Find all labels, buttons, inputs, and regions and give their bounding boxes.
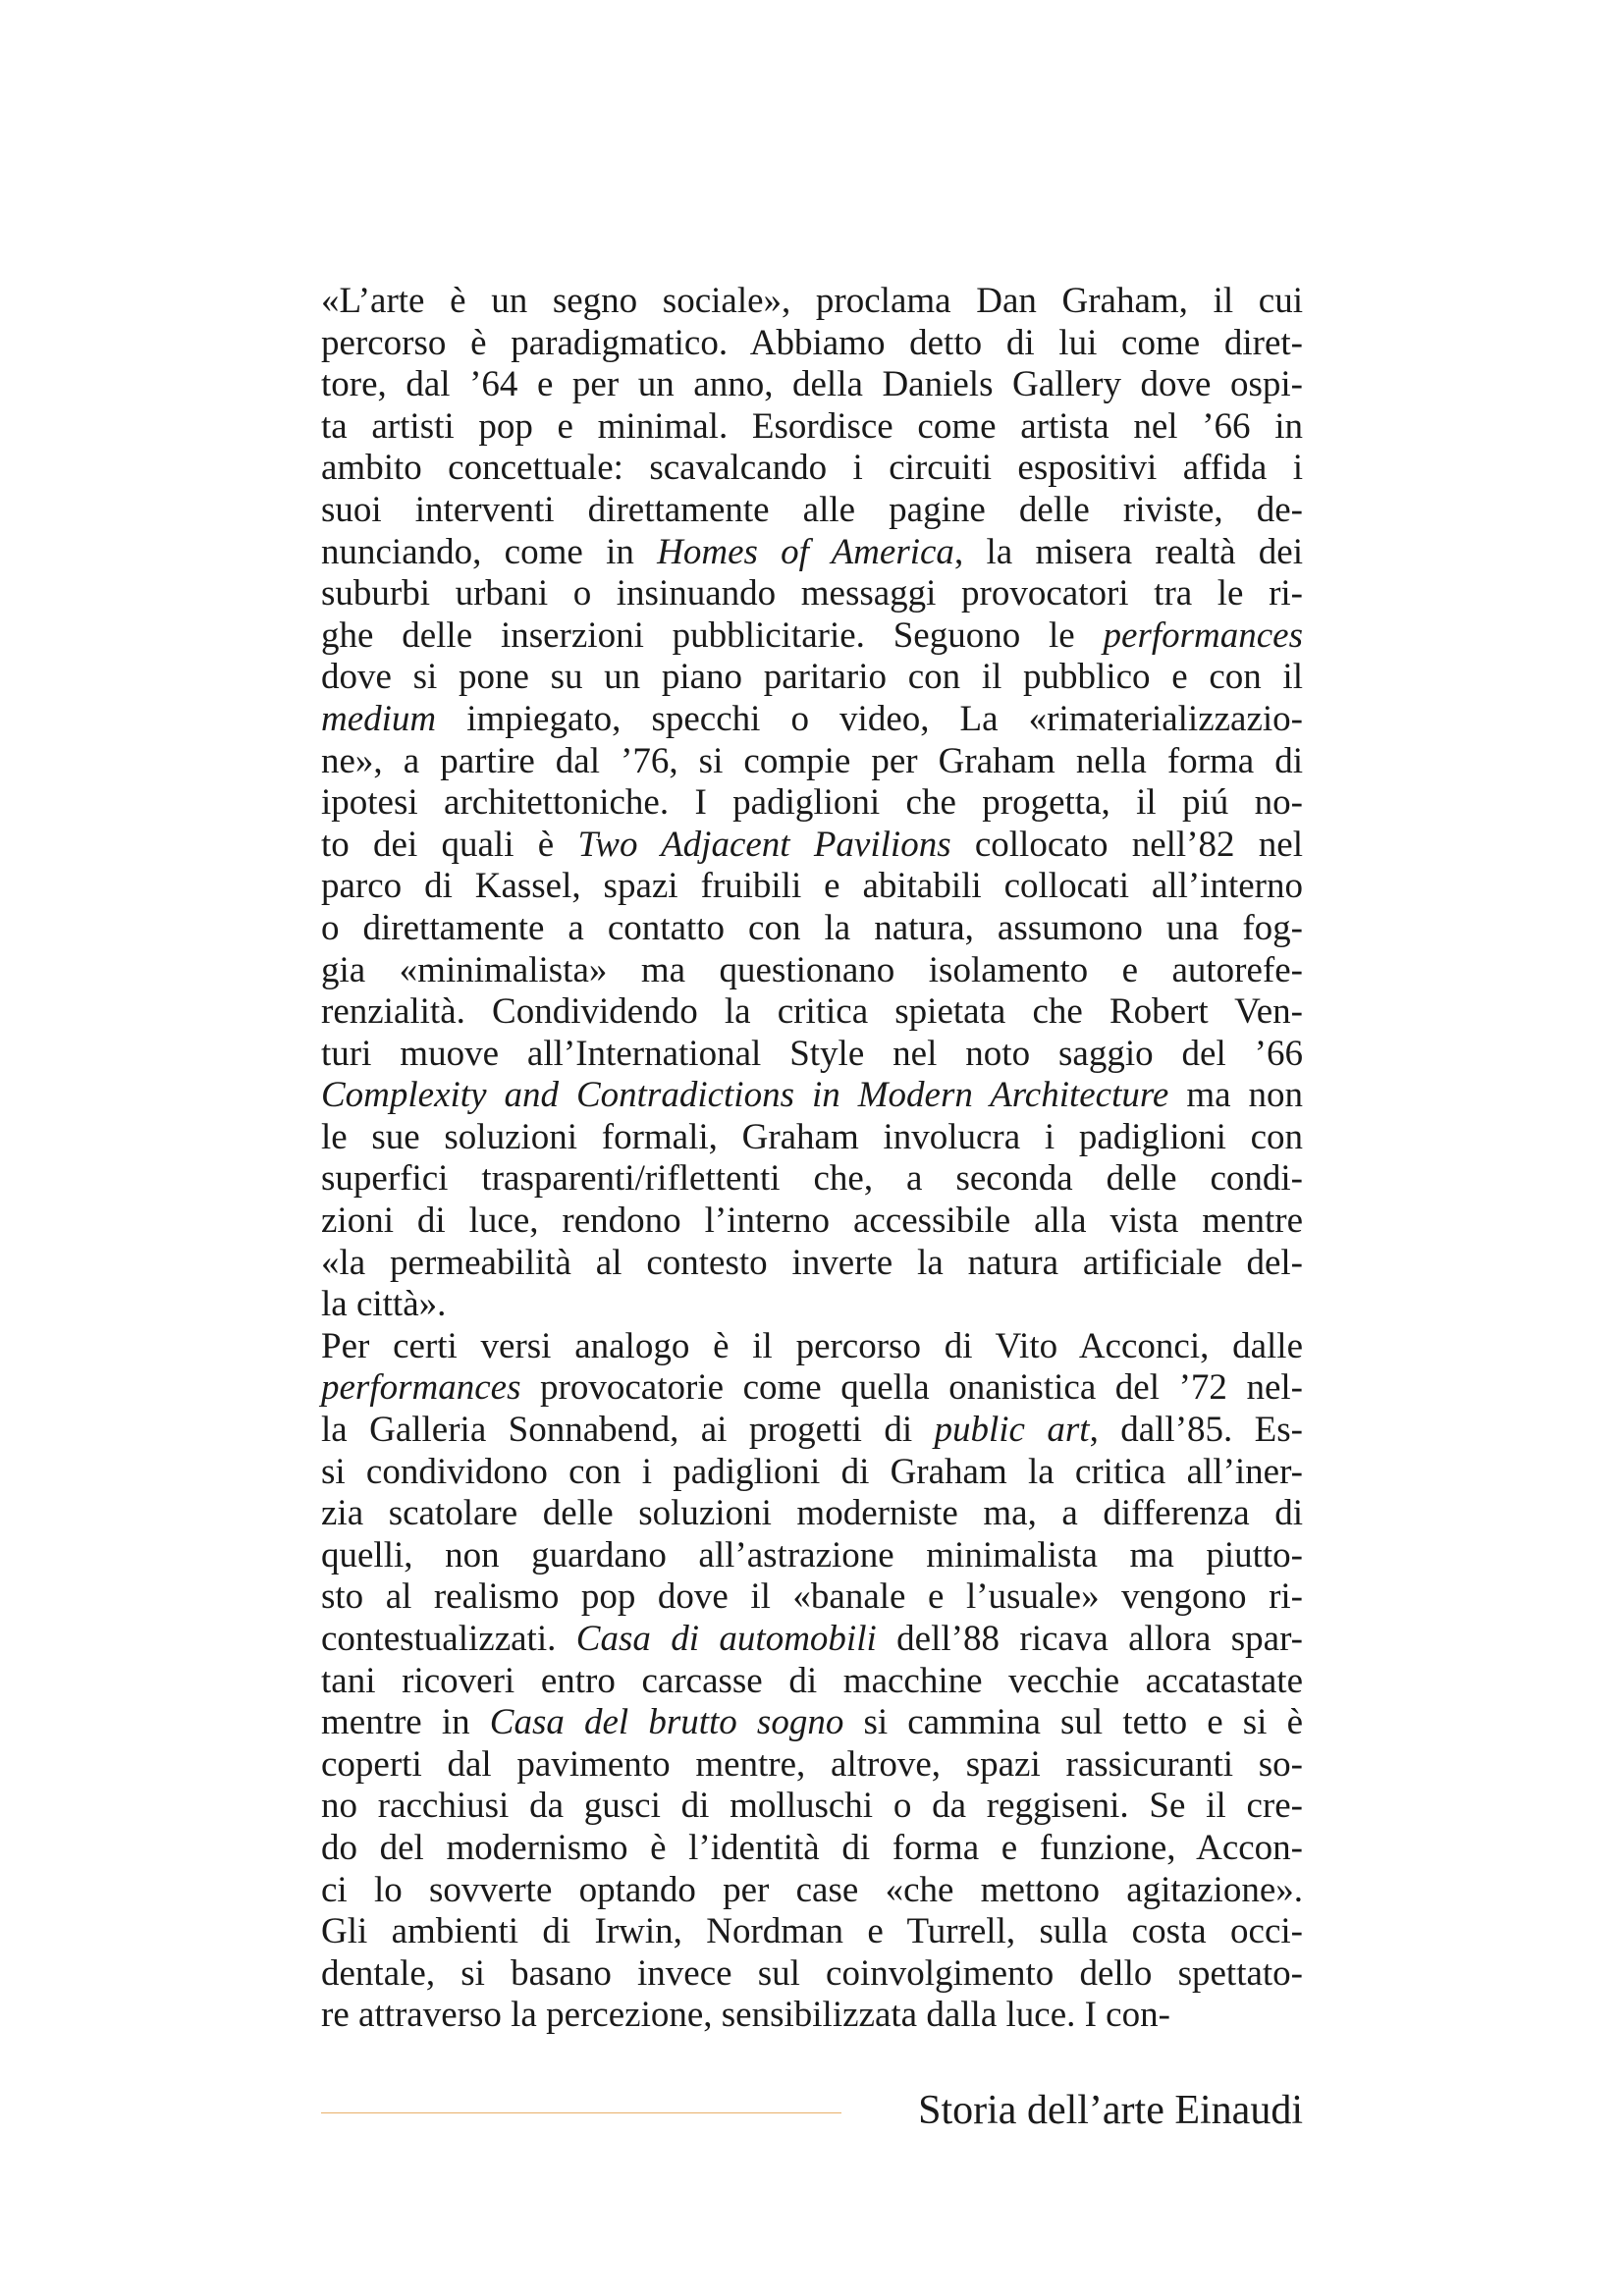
text-run: tore, dal ’64 e per un anno, della Daniels Gallery dove ospi-: [321, 364, 1303, 405]
text-line: [321, 1744, 1303, 1787]
text-line: [321, 615, 1303, 658]
text-line: [321, 1326, 1303, 1368]
text-run: Gli ambienti di Irwin, Nordman e Turrell, sulla costa occi-: [321, 1911, 1303, 1952]
text-run: parco di Kassel, spazi fruibili e abitabili collocati all’interno: [321, 866, 1303, 907]
text-run: superfici trasparenti/riflettenti che, a seconda delle condi-: [321, 1158, 1303, 1200]
text-run: ne», a partire dal ’76, si compie per Graham nella forma di: [321, 740, 1303, 781]
text-run: suburbi urbani o insinuando messaggi provocatori tra le ri-: [321, 573, 1303, 614]
text-line: [321, 323, 1303, 365]
text-run: renzialità. Condividendo la critica spietata che Robert Ven-: [321, 991, 1303, 1033]
text-line: [321, 1284, 1303, 1326]
text-run: do del modernismo è l’identità di forma e funzione, Accon-: [321, 1827, 1303, 1868]
text-run: no racchiusi da gusci di molluschi o da reggiseni. Se il cre-: [321, 1786, 1303, 1827]
text-run: si cammina sul tetto e si è: [843, 1702, 1304, 1743]
text-run: impiegato, specchi o video, La «rimaterializzazio-: [436, 698, 1303, 739]
text-line: [321, 448, 1303, 490]
text-line: [321, 1493, 1303, 1535]
text-run: ci lo sovverte optando per case «che mettono agitazione».: [321, 1869, 1303, 1910]
text-run: la città».: [321, 1284, 447, 1325]
text-line: [321, 1576, 1303, 1619]
text-line: [321, 991, 1303, 1034]
text-line: [321, 1034, 1303, 1076]
italic-title: Two Adjacent Pavilions: [577, 824, 951, 865]
text-run: le sue soluzioni formali, Graham involucra i padiglioni con: [321, 1116, 1303, 1157]
text-run: zia scatolare delle soluzioni moderniste ma, a differenza di: [321, 1493, 1303, 1534]
text-line: [321, 699, 1303, 741]
text-run: gia «minimalista» ma questionano isolamento e autorefe-: [321, 949, 1303, 990]
text-run: Per certi versi analogo è il percorso di Vito Acconci, dalle: [321, 1325, 1303, 1366]
text-line: [321, 1702, 1303, 1744]
italic-title: Homes of America: [657, 531, 954, 572]
italic-title: Casa del brutto sogno: [489, 1702, 844, 1743]
text-line: [321, 532, 1303, 574]
text-run: percorso è paradigmatico. Abbiamo detto di lui come diret-: [321, 322, 1303, 363]
text-line: [321, 1870, 1303, 1912]
text-line: [321, 1243, 1303, 1285]
text-run: la Galleria Sonnabend, ai progetti di: [321, 1410, 935, 1451]
text-line: [321, 866, 1303, 908]
text-run: re attraverso la percezione, sensibilizzata dalla luce. I con-: [321, 1995, 1170, 2036]
text-run: «la permeabilità al contesto inverte la natura artificiale del-: [321, 1242, 1303, 1283]
text-run: zioni di luce, rendono l’interno accessibile alla vista mentre: [321, 1201, 1303, 1242]
text-line: [321, 406, 1303, 449]
text-line: [321, 1828, 1303, 1870]
text-line: [321, 1075, 1303, 1117]
italic-title: performances: [1103, 614, 1303, 656]
text-line: [321, 950, 1303, 992]
text-line: [321, 1410, 1303, 1452]
text-run: mentre in: [321, 1702, 490, 1743]
text-run: provocatorie come quella onanistica del ’72 nel-: [520, 1367, 1303, 1409]
text-line: [321, 782, 1303, 825]
body-text: [321, 281, 1303, 2037]
italic-title: medium: [321, 698, 437, 739]
text-run: sto al realismo pop dove il «banale e l’usuale» vengono ri-: [321, 1576, 1303, 1618]
text-line: [321, 281, 1303, 323]
text-run: nunciando, come in: [321, 531, 658, 572]
text-run: collocato nell’82 nel: [950, 824, 1303, 865]
italic-title: public art: [934, 1410, 1090, 1451]
text-run: o direttamente a contatto con la natura, assumono una fog-: [321, 907, 1303, 948]
text-run: , la misera realtà dei: [953, 531, 1304, 572]
text-line: [321, 1953, 1303, 1996]
footer-rule: [321, 2112, 841, 2113]
text-line: [321, 573, 1303, 615]
italic-title: performances: [321, 1367, 521, 1409]
text-line: [321, 1201, 1303, 1243]
text-line: [321, 1158, 1303, 1201]
footer-title: Storia dell’arte Einaudi: [918, 2088, 1303, 2133]
text-line: [321, 741, 1303, 783]
text-line: [321, 657, 1303, 699]
text-run: ipotesi architettoniche. I padiglioni che progetta, il piú no-: [321, 782, 1303, 824]
text-run: dell’88 ricava allora spar-: [876, 1619, 1303, 1659]
text-line: [321, 1786, 1303, 1828]
text-run: «L’arte è un segno sociale», proclama Dan Graham, il cui: [321, 281, 1303, 321]
text-line: [321, 490, 1303, 532]
text-run: ghe delle inserzioni pubblicitarie. Seguono le: [321, 614, 1104, 656]
text-run: quelli, non guardano all’astrazione minimalista ma piutto-: [321, 1534, 1303, 1575]
text-line: [321, 1661, 1303, 1703]
text-line: [321, 825, 1303, 867]
text-run: to dei quali è: [321, 824, 578, 865]
text-line: [321, 1117, 1303, 1159]
text-run: suoi interventi direttamente alle pagine delle riviste, de-: [321, 489, 1303, 530]
text-run: si condividono con i padiglioni di Graham la critica all’iner-: [321, 1451, 1303, 1492]
page-footer: [321, 2081, 1303, 2140]
text-run: ma non: [1168, 1075, 1303, 1116]
text-line: [321, 1995, 1303, 2037]
text-line: [321, 1619, 1303, 1661]
text-run: ambito concettuale: scavalcando i circuiti espositivi affida i: [321, 448, 1303, 489]
text-run: ta artisti pop e minimal. Esordisce come artista nel ’66 in: [321, 405, 1303, 447]
italic-title: Complexity and Contradictions in Modern Architecture: [321, 1075, 1169, 1116]
text-run: coperti dal pavimento mentre, altrove, spazi rassicuranti so-: [321, 1743, 1303, 1785]
text-run: turi muove all’International Style nel noto saggio del ’66: [321, 1033, 1303, 1074]
text-line: [321, 1452, 1303, 1494]
text-run: dove si pone su un piano paritario con il pubblico e con il: [321, 657, 1303, 698]
italic-title: Casa di automobili: [575, 1619, 877, 1659]
text-run: contestualizzati.: [321, 1619, 576, 1659]
text-line: [321, 1535, 1303, 1577]
text-line: [321, 364, 1303, 406]
text-run: tani ricoveri entro carcasse di macchine vecchie accatastate: [321, 1660, 1303, 1701]
text-line: [321, 1367, 1303, 1410]
text-line: [321, 1911, 1303, 1953]
text-line: [321, 908, 1303, 950]
text-run: , dall’85. Es-: [1089, 1410, 1303, 1451]
text-run: dentale, si basano invece sul coinvolgimento dello spettato-: [321, 1952, 1303, 1994]
